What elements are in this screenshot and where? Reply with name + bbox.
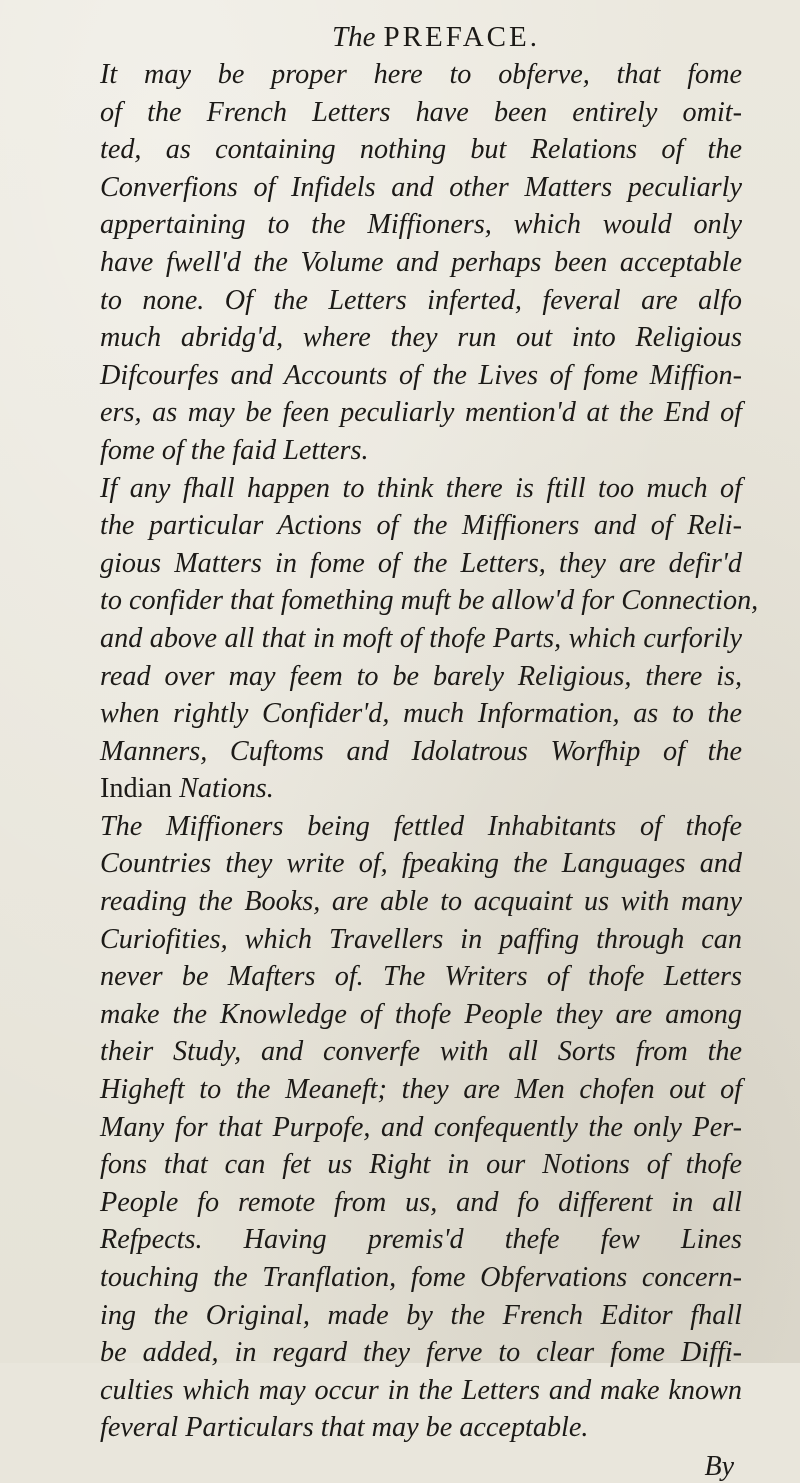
text-line: Many for that Purpofe, and confequently the only Per- [100, 1111, 742, 1143]
text-line: Countries they write of, fpeaking the Languages and [100, 848, 742, 880]
text-line: be added, in regard they ferve to clear fome Diffi- [100, 1337, 742, 1369]
text-line: Manners, Cuftoms and Idolatrous Worfhip of the [100, 735, 742, 767]
text-line: If any fhall happen to think there is ftill too much of [100, 472, 742, 504]
text-line: their Study, and converfe with all Sorts from the [100, 1036, 742, 1068]
text-line: touching the Tranflation, fome Obfervations concern- [100, 1262, 742, 1293]
text-line: fons that can fet us Right in our Notions of thofe [100, 1149, 742, 1181]
text-line: to none. Of the Letters inferted, feveral are alfo [100, 284, 742, 316]
text-line: Converfions of Infidels and other Matters peculiarly [100, 171, 742, 203]
text-line: Refpects. Having premis'd thefe few Lines [100, 1224, 742, 1256]
text-line: It may be proper here to obferve, that fome [100, 59, 742, 90]
paragraph-3 [70, 808, 742, 1447]
text-line: People fo remote from us, and fo different in all [100, 1186, 742, 1218]
catchword: By [704, 1450, 734, 1482]
text-line: fome of the faid Letters. [100, 434, 369, 466]
text-line: to confider that fomething muft be allow'd for Connection, [100, 585, 759, 617]
text-line: feveral Particulars that may be acceptable. [100, 1412, 589, 1444]
paragraph-2 [70, 470, 759, 808]
text-line: reading the Books, are able to acquaint us with many [100, 886, 742, 918]
text-line: Difcourfes and Accounts of the Lives of fome Miffion- [100, 359, 742, 391]
text-line: ers, as may be feen peculiarly mention'd at the End of [100, 397, 742, 429]
page-header [130, 20, 742, 54]
text-line: appertaining to the Miffioners, which would only [100, 209, 742, 241]
text-line: Curiofities, which Travellers in paffing through can [100, 923, 742, 955]
text-line: Higheft to the Meaneft; they are Men chofen out of [100, 1074, 742, 1106]
text-line: the particular Actions of the Miffioners and of Reli- [100, 510, 742, 542]
header-the: The [332, 21, 376, 53]
text-line: read over may feem to be barely Religious, there is, [100, 660, 742, 692]
text-line: make the Knowledge of thofe People they are among [100, 998, 742, 1030]
text-line: have fwell'd the Volume and perhaps been acceptable [100, 246, 742, 278]
text-line: ing the Original, made by the French Editor fhall [100, 1299, 742, 1331]
paragraph-1 [70, 56, 742, 470]
text-line: gious Matters in fome of the Letters, they are defir'd [100, 547, 742, 579]
text-line: of the French Letters have been entirely omit- [100, 96, 742, 128]
text-line: The Miffioners being fettled Inhabitants of thofe [100, 810, 742, 842]
text-line: ted, as containing nothing but Relations of the [100, 134, 742, 166]
text-line: culties which may occur in the Letters and make known [100, 1374, 742, 1406]
text-line: never be Mafters of. The Writers of thofe Letters [100, 961, 742, 993]
header-title: PREFACE. [383, 21, 540, 53]
text-line: and above all that in moft of thofe Parts, which curforily [100, 622, 742, 654]
text-line: when rightly Confider'd, much Information, as to the [100, 698, 742, 730]
text-line: much abridg'd, where they run out into Religious [100, 322, 742, 354]
text-line: Indian Nations. [100, 773, 274, 805]
